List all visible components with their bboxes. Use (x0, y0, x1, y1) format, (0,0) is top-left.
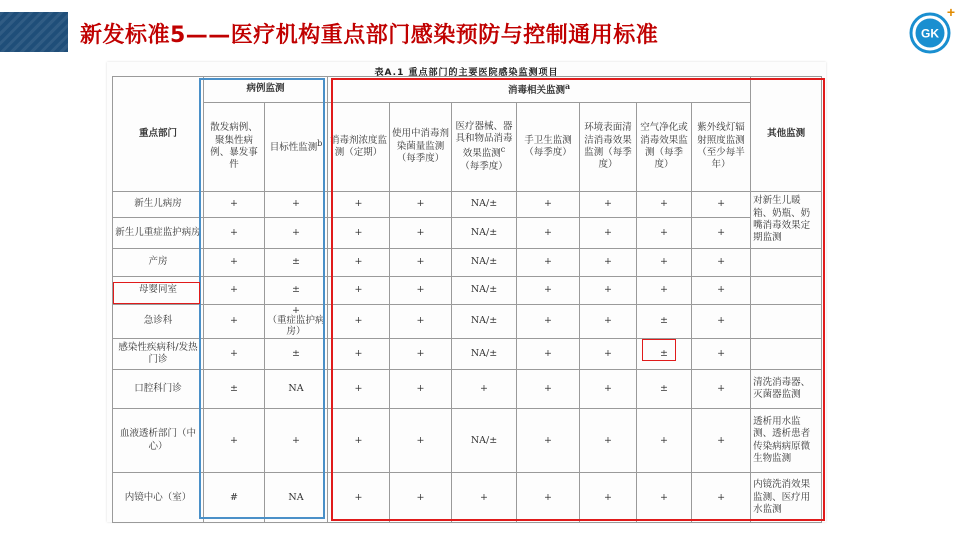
value-cell: + (517, 409, 580, 473)
table-row (113, 277, 822, 305)
value-cell: + (580, 370, 637, 409)
value-cell: + (692, 249, 751, 277)
value-cell: + (517, 305, 580, 339)
value-cell: ± (637, 370, 692, 409)
value-cell: + (204, 305, 265, 339)
value-cell: NA (265, 473, 328, 523)
value-cell: + (580, 305, 637, 339)
value-cell: + (328, 249, 390, 277)
header-row-sub (113, 103, 822, 192)
other-cell: 清洗消毒器、灭菌器监测 (751, 370, 822, 409)
other-cell (751, 305, 822, 339)
value-cell: + (204, 409, 265, 473)
dept-cell: 新生儿重症监护病房 (113, 218, 204, 249)
col-head-device: 医疗器械、器具和物品消毒效果监测$^c$（每季度） (452, 103, 517, 192)
value-cell: + (265, 409, 328, 473)
value-cell: NA (265, 370, 328, 409)
value-cell: + (390, 192, 452, 218)
value-cell: + (390, 249, 452, 277)
dept-cell: 产房 (113, 249, 204, 277)
other-cell: 对新生儿暖箱、奶瓶、奶嘴消毒效果定期监测 (751, 192, 822, 249)
other-cell (751, 339, 822, 370)
value-cell: + (452, 370, 517, 409)
value-cell: NA/± (452, 305, 517, 339)
table-row (113, 409, 822, 473)
dept-cell: 血液透析部门（中心） (113, 409, 204, 473)
value-cell: + (328, 473, 390, 523)
title-accent-bar (0, 12, 68, 52)
value-cell: + (692, 218, 751, 249)
value-cell: + (637, 277, 692, 305)
value-cell: NA/± (452, 192, 517, 218)
table-row (113, 473, 822, 523)
dept-cell: 口腔科门诊 (113, 370, 204, 409)
value-cell: + (637, 218, 692, 249)
value-cell: + (328, 192, 390, 218)
value-cell: + (328, 218, 390, 249)
value-cell: + (580, 473, 637, 523)
value-cell: + (328, 339, 390, 370)
table-row (113, 339, 822, 370)
value-cell: + (517, 473, 580, 523)
col-head-other: 其他监测 (751, 77, 822, 192)
value-cell: + (204, 249, 265, 277)
value-cell: + (328, 370, 390, 409)
col-group-case: 病例监测 (204, 77, 328, 103)
value-cell: + (204, 218, 265, 249)
standard-table-image (107, 62, 826, 522)
value-cell: + (390, 305, 452, 339)
value-cell: + (390, 370, 452, 409)
value-cell: + (328, 409, 390, 473)
logo-text: GK (921, 26, 939, 41)
col-head-disinfectant: 消毒剂浓度监测（定期） (328, 103, 390, 192)
table-row (113, 305, 822, 339)
value-cell: + (517, 249, 580, 277)
header-row-groups (113, 77, 822, 103)
value-cell: + (390, 473, 452, 523)
slide-title: 新发标准5——医疗机构重点部门感染预防与控制通用标准 (80, 23, 659, 48)
value-cell: ± (265, 249, 328, 277)
col-head-target: 目标性监测$^b$ (265, 103, 328, 192)
value-cell: + (390, 218, 452, 249)
value-cell: ± (265, 277, 328, 305)
value-cell: + (452, 473, 517, 523)
value-cell: + (204, 339, 265, 370)
other-cell: 内镜洗消效果监测、医疗用水监测 (751, 473, 822, 523)
col-head-air: 空气净化或消毒效果监测（每季度） (637, 103, 692, 192)
value-cell: + (517, 277, 580, 305)
value-cell: + (692, 339, 751, 370)
value-cell: + (265, 192, 328, 218)
gk-logo (908, 4, 958, 54)
value-cell: + (692, 192, 751, 218)
value-cell: + (517, 370, 580, 409)
value-cell: + (580, 192, 637, 218)
table-row (113, 192, 822, 218)
col-head-hand: 手卫生监测（每季度） (517, 103, 580, 192)
value-cell: + (390, 339, 452, 370)
col-head-sporadic: 散发病例、聚集性病例、暴发事件 (204, 103, 265, 192)
value-cell: + （重症监护病房） (265, 305, 328, 339)
value-cell: + (580, 339, 637, 370)
value-cell: + (390, 409, 452, 473)
value-cell: + (637, 249, 692, 277)
col-group-disinfect: 消毒相关监测$^a$ (328, 77, 751, 103)
value-cell: NA/± (452, 249, 517, 277)
value-cell: + (580, 249, 637, 277)
value-cell: + (692, 473, 751, 523)
value-cell: + (580, 218, 637, 249)
value-cell: + (204, 192, 265, 218)
value-cell: + (328, 277, 390, 305)
value-cell: + (580, 409, 637, 473)
value-cell: # (204, 473, 265, 523)
value-cell: + (517, 218, 580, 249)
table-row (113, 370, 822, 409)
value-cell: ± (637, 339, 692, 370)
value-cell: + (204, 277, 265, 305)
col-head-dept: 重点部门 (113, 77, 204, 192)
value-cell: NA/± (452, 339, 517, 370)
value-cell: NA/± (452, 409, 517, 473)
dept-cell: 内镜中心（室） (113, 473, 204, 523)
dept-cell: 急诊科 (113, 305, 204, 339)
other-cell: 透析用水监测、透析患者传染病病原微生物监测 (751, 409, 822, 473)
value-cell: + (390, 277, 452, 305)
col-head-surface: 环境表面清洁消毒效果监测（每季度） (580, 103, 637, 192)
col-head-uv: 紫外线灯辐射照度监测（至少每半年） (692, 103, 751, 192)
dept-cell: 母婴同室 (113, 277, 204, 305)
value-cell: + (637, 409, 692, 473)
value-cell: + (517, 192, 580, 218)
value-cell: + (517, 339, 580, 370)
table-row (113, 249, 822, 277)
value-cell: + (637, 473, 692, 523)
other-cell (751, 249, 822, 277)
value-cell: + (328, 305, 390, 339)
value-cell: NA/± (452, 218, 517, 249)
value-cell: + (692, 370, 751, 409)
dept-cell: 新生儿病房 (113, 192, 204, 218)
value-cell: + (265, 218, 328, 249)
logo-plus: + (946, 4, 956, 20)
value-cell: NA/± (452, 277, 517, 305)
other-cell (751, 277, 822, 305)
table-row (113, 218, 822, 249)
value-cell: ± (637, 305, 692, 339)
value-cell: + (637, 192, 692, 218)
dept-cell: 感染性疾病科/发热门诊 (113, 339, 204, 370)
table-caption: 表A.1 重点部门的主要医院感染监测项目 (374, 68, 559, 78)
col-head-in-use: 使用中消毒剂染菌量监测（每季度） (390, 103, 452, 192)
value-cell: + (692, 277, 751, 305)
value-cell: + (580, 277, 637, 305)
value-cell: ± (265, 339, 328, 370)
value-cell: + (692, 305, 751, 339)
value-cell: ± (204, 370, 265, 409)
value-cell: + (692, 409, 751, 473)
monitoring-table (112, 76, 822, 523)
